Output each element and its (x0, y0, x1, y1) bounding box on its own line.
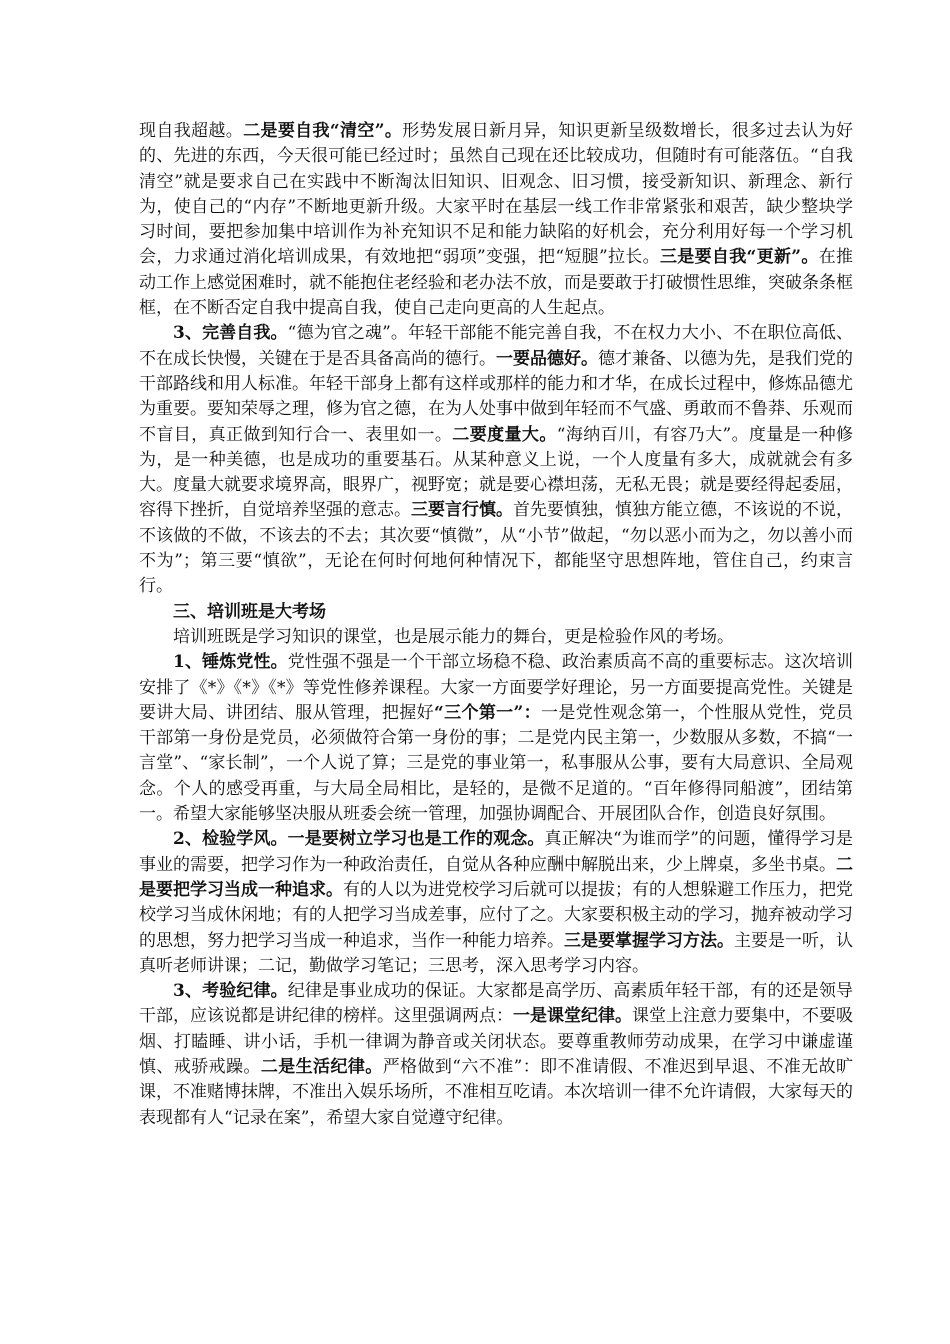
text-run: 德才兼备、以德为先，是我们党的干部路线和用人标准。年轻干部身上都有这样或那样的能力和才华，在成长过程中，修炼品德尤为重要。要知荣辱之理，修为官之德，在为人处事中做到年轻而不气盛、勇敢而不鲁莽、乐观而不盲目，真正做到知行合一、表里如一。 (139, 348, 853, 445)
text-run: 有的人以为进党校学习后就可以提拔；有的人想躲避工作压力，把党校学习当成休闲地；有的人把学习当成差事，应付了之。大家要积极主动的学习，抛弃被动学习的思想，努力把学习当成一种追求，当作一种能力培养。 (139, 879, 853, 951)
document-body (139, 119, 853, 1131)
text-run: 首先要慎独，慎独方能立德，不该说的不说，不该做的不做，不该去的不去；其次要“慎微”，从“小节”做起，“勿以恶小而为之，勿以善小而不为”；第三要“慎欲”，无论在何时何地何种情况下，都能坚守思想阵地，管住自己，约束言行。 (139, 500, 853, 597)
text-run: 课堂上注意力要集中，不要吸烟、打瞌睡、讲小话，手机一律调为静音或关闭状态。要尊重教师劳动成果，在学习中谦虚谨慎、戒骄戒躁。 (139, 1006, 853, 1077)
text-run: 真正解决“为谁而学”的问题，懂得学习是事业的需要，把学习作为一种政治责任，自觉从各种应酬中解脱出来，少上牌桌，多坐书桌。 (139, 829, 853, 875)
text-run: 现自我超越。 (139, 121, 244, 141)
paragraph (139, 119, 853, 321)
bold-text-run: 三是要自我“更新”。 (659, 247, 819, 268)
bold-text-run: 一是课堂纪律。 (513, 1006, 632, 1027)
text-run: 形势发展日新月异，知识更新呈级数增长，很多过去认为好的、先进的东西，今天很可能已经过时；虽然自己现在还比较成功，但随时有可能落伍。“自我清空”就是要求自己在实践中不断淘汰旧知识、旧观念、旧习惯，接受新知识、新理念、新行为，使自己的“内存”不断地更新升级。大家平时在基层一线工作非常紧张和艰苦，缺少整块学习时间，要把参加集中培训作为补充知识不足和能力缺陷的好机会，充分利用好每一个学习机会，力求通过消化培训成果，有效地把“弱项”变强，把“短腿”拉长。 (139, 121, 854, 268)
paragraph (139, 650, 853, 827)
bold-text-run: 一是要树立学习也是工作的观念。 (287, 829, 545, 850)
text-run: 严格做到“六不准”：即不准请假、不准迟到早退、不准无故旷课，不准赌博抹牌，不准出入娱乐场所，不准相互吃请。本次培训一律不允许请假，大家每天的表现都有人“记录在案”，希望大家自觉遵守纪律。 (139, 1056, 854, 1128)
bold-text-run: 三是要掌握学习方法。 (564, 930, 734, 951)
text-run: 纪律是事业成功的保证。大家都是高学历、高素质年轻干部，有的还是领导干部，应该说都是讲纪律的榜样。这里强调两点： (139, 981, 853, 1027)
paragraph (139, 321, 853, 599)
bold-text-run: 三要言行慎。 (411, 500, 513, 521)
paragraph (139, 827, 853, 979)
section-heading (139, 600, 853, 625)
bold-text-run: 一要品德好。 (496, 348, 598, 369)
bold-text-run: 3、考验纪律。 (173, 981, 288, 1002)
paragraph (139, 979, 853, 1131)
text-run: 培训班既是学习知识的课堂，也是展示能力的舞台，更是检验作风的考场。 (173, 626, 734, 647)
text-run: 党性强不强是一个干部立场稳不稳、政治素质高不高的重要标志。这次培训安排了《*》《*》《*》等党性修养课程。大家一方面要学好理论，另一方面要提高党性。关键是要讲大局、讲团结、服从管理，把握好 (139, 652, 853, 723)
bold-text-run: 二要度量大。 (452, 424, 557, 445)
bold-text-run: 1、锤炼党性。 (173, 652, 288, 673)
bold-text-run: 二是要自我“清空”。 (243, 121, 403, 141)
bold-text-run: 三、培训班是大考场 (173, 601, 326, 622)
paragraph (139, 625, 853, 650)
bold-text-run: “三个第一”： (434, 702, 542, 723)
text-run: 一是党性观念第一，个性服从党性，党员干部第一身份是党员，必须做符合第一身份的事；二是党内民主第一，少数服从多数，不搞“一言堂”、“家长制”，一个人说了算；三是党的事业第一，私事服从公事，要有大局意识、全局观念。个人的感受再重，与大局全局相比，是轻的，是微不足道的。“百年修得同船渡”，团结第一。希望大家能够坚决服从班委会统一管理，加强协调配合、开展团队合作，创造良好氛围。 (139, 702, 854, 825)
bold-text-run: 3、完善自我。 (173, 323, 288, 344)
bold-text-run: 2、检验学风。 (173, 829, 288, 850)
text-run: 在推动工作上感觉困难时，就不能抱住老经验和老办法不放，而是要敢于打破惯性思维，突破条条框框，在不断否定自我中提高自我，使自己走向更高的人生起点。 (139, 247, 854, 319)
text-run: 主要是一听，认真听老师讲课；二记，勤做学习笔记；三思考，深入思考学习内容。 (139, 930, 853, 976)
bold-text-run: 二是要把学习当成一种追求。 (139, 854, 853, 900)
text-run: “德为官之魂”。年轻干部能不能完善自我，不在权力大小、不在职位高低、不在成长快慢，关键在于是否具备高尚的德行。 (139, 323, 853, 369)
text-run: “海纳百川，有容乃大”。度量是一种修为，是一种美德，也是成功的重要基石。从某种意义上说，一个人度量有多大，成就就会有多大。度量大就要求境界高，眼界广，视野宽；就是要心襟坦荡，无私无畏；就是要经得起委屈，容得下挫折，自觉培养坚强的意志。 (139, 424, 854, 521)
bold-text-run: 二是生活纪律。 (260, 1056, 383, 1077)
